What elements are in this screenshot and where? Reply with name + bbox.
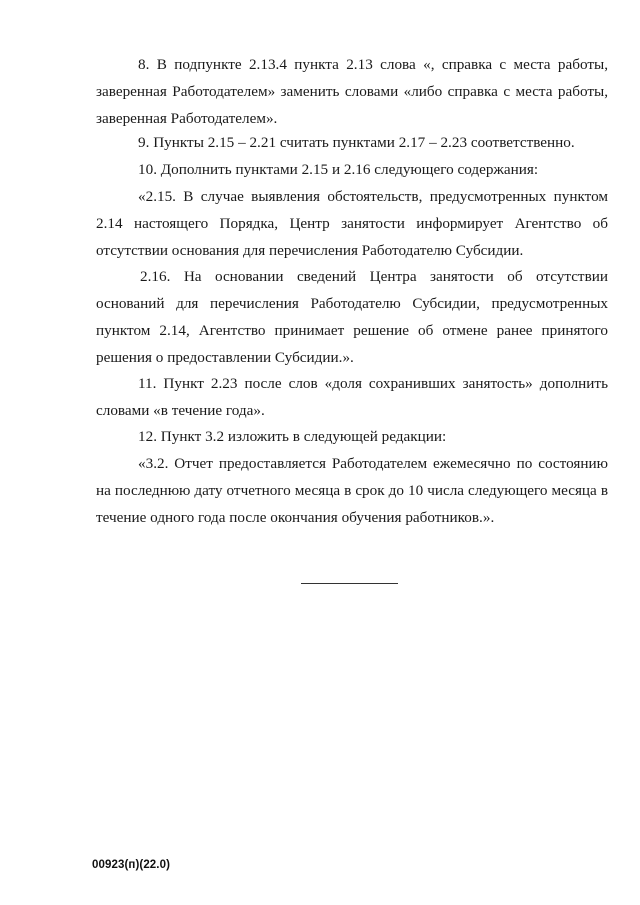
paragraph-item-10: 10. Дополнить пунктами 2.15 и 2.16 следующего содержания:: [138, 161, 539, 178]
document-footer-code: 00923(п)(22.0): [92, 859, 171, 871]
paragraph-item-2-15: «2.15. В случае выявления обстоятельств, предусмотренных пунктом 2.14 настоящего Порядка, Центр занятости информирует Агентство об отсутствии основания для перечисления Работодателю Субсидии.: [96, 188, 608, 259]
end-separator-line: [301, 583, 398, 584]
paragraph-item-11: 11. Пункт 2.23 после слов «доля сохранивших занятость» дополнить словами «в течение года».: [96, 375, 608, 419]
paragraph-item-12: 12. Пункт 3.2 изложить в следующей редакции:: [138, 428, 447, 445]
paragraph-item-3-2: «3.2. Отчет предоставляется Работодателем ежемесячно по состоянию на последнюю дату отчетного месяца в срок до 10 числа следующего месяца в течение одного года после окончания обучения работников.».: [96, 455, 608, 526]
paragraph-item-9: 9. Пункты 2.15 – 2.21 считать пунктами 2.17 – 2.23 соответственно.: [138, 134, 575, 151]
paragraph-item-8: 8. В подпункте 2.13.4 пункта 2.13 слова «, справка с места работы, заверенная Работодателем» заменить словами «либо справка с места работы, заверенная Работодателем».: [96, 56, 608, 127]
paragraph-item-2-16: 2.16. На основании сведений Центра занятости об отсутствии оснований для перечисления Работодателю Субсидии, предусмотренных пунктом 2.14, Агентство принимает решение об отмене ранее принятого решения о предоставлении Субсидии.».: [96, 268, 608, 366]
